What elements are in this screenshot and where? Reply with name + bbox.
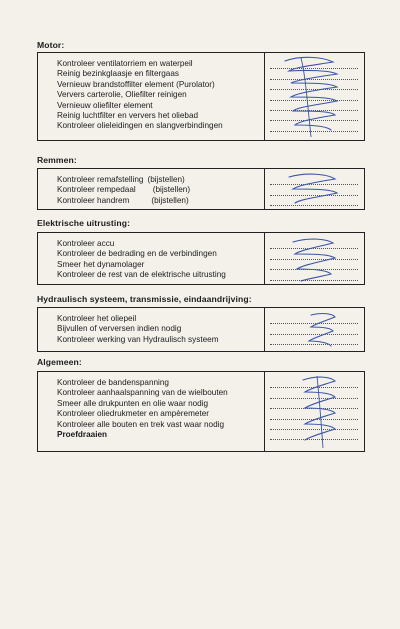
item-note: (bijstellen) [152, 185, 191, 195]
handwritten-checkmarks [271, 233, 361, 286]
list-item: Ververs carterolie, Oliefilter reinigen [57, 90, 187, 100]
column-divider [264, 233, 265, 284]
list-item: Smeer alle drukpunten en olie waar nodig [57, 398, 209, 408]
item-list [57, 175, 190, 206]
section-title-hydraulisch-systeem: Hydraulisch systeem, transmissie, eindaandrijving: [37, 294, 252, 304]
handwritten-checkmarks [271, 372, 361, 453]
item-label: Kontroleer handrem [57, 195, 130, 205]
item-list [57, 378, 228, 440]
section-box-algemeen [37, 371, 365, 452]
section-box-elektrische-uitrusting [37, 232, 365, 285]
handwritten-checkmarks [271, 308, 361, 353]
item-list [57, 314, 219, 345]
item-label: Kontroleer rempedaal [57, 185, 136, 195]
item-list [57, 239, 226, 281]
list-item: Vernieuw brandstoffilter element (Purolator) [57, 79, 215, 89]
list-item: Reinig bezinkglaasje en filtergaas [57, 69, 179, 79]
list-item: Kontroleer olieleidingen en slangverbindingen [57, 121, 223, 131]
list-item: Proefdraaien [57, 430, 108, 440]
item-note: (bijstellen) [151, 195, 189, 205]
list-item: Smeer het dynamolager [57, 259, 145, 269]
column-divider [264, 308, 265, 351]
section-box-remmen [37, 168, 365, 210]
section-title-motor: Motor: [37, 40, 65, 50]
column-divider [264, 169, 265, 209]
handwritten-checkmarks [271, 169, 361, 211]
list-item: Kontroleer oliedrukmeter en ampèremeter [57, 409, 209, 419]
section-box-hydraulisch-systeem [37, 307, 365, 352]
list-item: Kontroleer het oliepeil [57, 314, 137, 323]
list-item: Reinig luchtfilter en ververs het oliebad [57, 111, 199, 121]
list-item [57, 196, 190, 206]
column-divider [264, 53, 265, 140]
section-title-algemeen: Algemeen: [37, 357, 82, 367]
list-item: Kontroleer aanhaalspanning van de wielbouten [57, 388, 228, 398]
section-title-remmen: Remmen: [37, 155, 77, 165]
column-divider [264, 372, 265, 451]
list-item: Kontroleer de bandenspanning [57, 378, 169, 387]
list-item: Bijvullen of verversen indien nodig [57, 324, 182, 334]
list-item: Kontroleer alle bouten en trek vast waar nodig [57, 419, 225, 429]
item-list [57, 59, 223, 132]
list-item: Kontroleer ventilatorriem en waterpeil [57, 59, 193, 68]
list-item [57, 175, 190, 185]
list-item: Kontroleer werking van Hydraulisch systeem [57, 334, 219, 344]
list-item: Kontroleer de bedrading en de verbindingen [57, 249, 217, 259]
list-item: Vernieuw oliefilter element [57, 100, 153, 110]
section-title-elektrische-uitrusting: Elektrische uitrusting: [37, 218, 131, 228]
list-item [57, 185, 190, 195]
handwritten-checkmarks [271, 53, 361, 142]
list-item: Kontroleer accu [57, 239, 115, 248]
section-box-motor [37, 52, 365, 141]
item-label: Kontroleer remafstelling [57, 175, 144, 184]
list-item: Kontroleer de rest van de elektrische uitrusting [57, 270, 226, 280]
item-note: (bijstellen) [147, 175, 185, 184]
